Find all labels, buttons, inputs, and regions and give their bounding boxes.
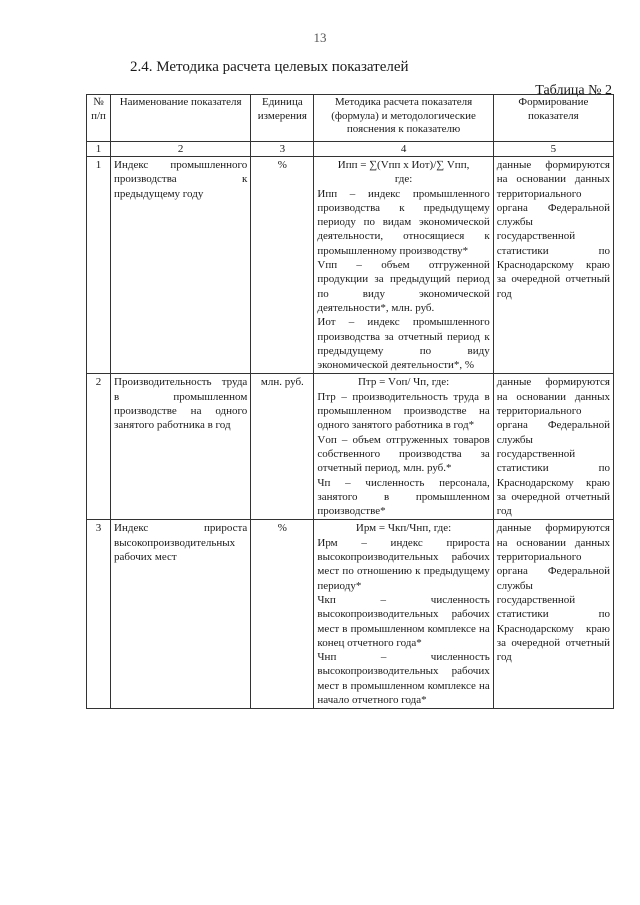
page-number: 13 [313,30,327,45]
header-source: Формирование показателя [493,95,613,142]
explanation: Vоп – объем отгруженных товаров собственного производства за отчетный период, млн. руб.* [317,433,490,475]
indicator-name: Индекс промышленного производства к предыдущему году [111,157,251,374]
formula-where: где: [394,173,413,186]
indicators-table [86,94,614,709]
formula: Ирм = Чкп/Чнп, где: [355,522,452,535]
row-number: 1 [87,157,111,374]
explanation: Ипп – индекс промышленного производства к предыдущему периоду по видам экономической деятельности, относящиеся к промышленному производству* [317,187,490,257]
header-indicator-name: Наименование показателя [111,95,251,142]
explanation: Ирм – индекс прироста высокопроизводительных рабочих мест по отношению к предыдущему периоду* [317,536,490,592]
explanation: Чнп – численность высокопроизводительных рабочих мест в промышленном комплексе на начало отчетного года* [317,651,490,706]
indicator-name: Индекс прироста высокопроизводительных рабочих мест [111,520,251,709]
method-cell [314,157,493,374]
column-number: 2 [111,142,251,157]
unit: % [251,157,314,374]
column-number: 3 [251,142,314,157]
method-cell [314,520,493,709]
unit: млн. руб. [251,374,314,520]
header-unit: Единица измерения [251,95,314,142]
explanation: Чкп – численность высокопроизводительных рабочих мест в промышленном комплексе на конец отчетного года* [317,593,490,649]
table-header-row [87,95,614,142]
header-number: № п/п [87,95,111,142]
table-row [87,157,614,374]
row-number: 2 [87,374,111,520]
source: данные формируются на основании данных территориального органа Федеральной службы государственной статистики по Краснодарскому краю за очередной отчетный год [493,157,613,374]
formula: Ипп = ∑(Vпп х Иот)/∑ Vпп, [337,159,470,171]
explanation: Vпп – объем отгруженной продукции за предыдущий период по виду экономической деятельности*, млн. руб. [317,259,490,314]
row-number: 3 [87,520,111,709]
section-title: 2.4. Методика расчета целевых показателей [130,59,409,75]
column-number: 4 [314,142,493,157]
unit: % [251,520,314,709]
explanation: Птр – производительность труда в промышленном производстве на одного занятого работника в год* [317,390,490,432]
source: данные формируются на основании данных территориального органа Федеральной службы государственной статистики по Краснодарскому краю за очередной отчетный год [493,374,613,520]
column-number-row [87,142,614,157]
column-number: 1 [87,142,111,157]
column-number: 5 [493,142,613,157]
table-caption: Таблица № 2 [535,83,612,98]
table-row [87,520,614,709]
explanation: Чп – численность персонала, занятого в промышленном производстве* [317,476,490,518]
source: данные формируются на основании данных территориального органа Федеральной службы государственной статистики по Краснодарскому краю за очередной отчетный год [493,520,613,709]
method-cell [314,374,493,520]
header-method: Методика расчета показателя (формула) и методологические пояснения к показателю [314,95,493,142]
explanation: Иот – индекс промышленного производства за отчетный период к предыдущему по виду экономической деятельности*, % [317,316,490,372]
formula: Птр = Vоп/ Чп, где: [357,376,450,389]
table-row [87,374,614,520]
indicator-name: Производительность труда в промышленном производстве на одного занятого работника в год [111,374,251,520]
